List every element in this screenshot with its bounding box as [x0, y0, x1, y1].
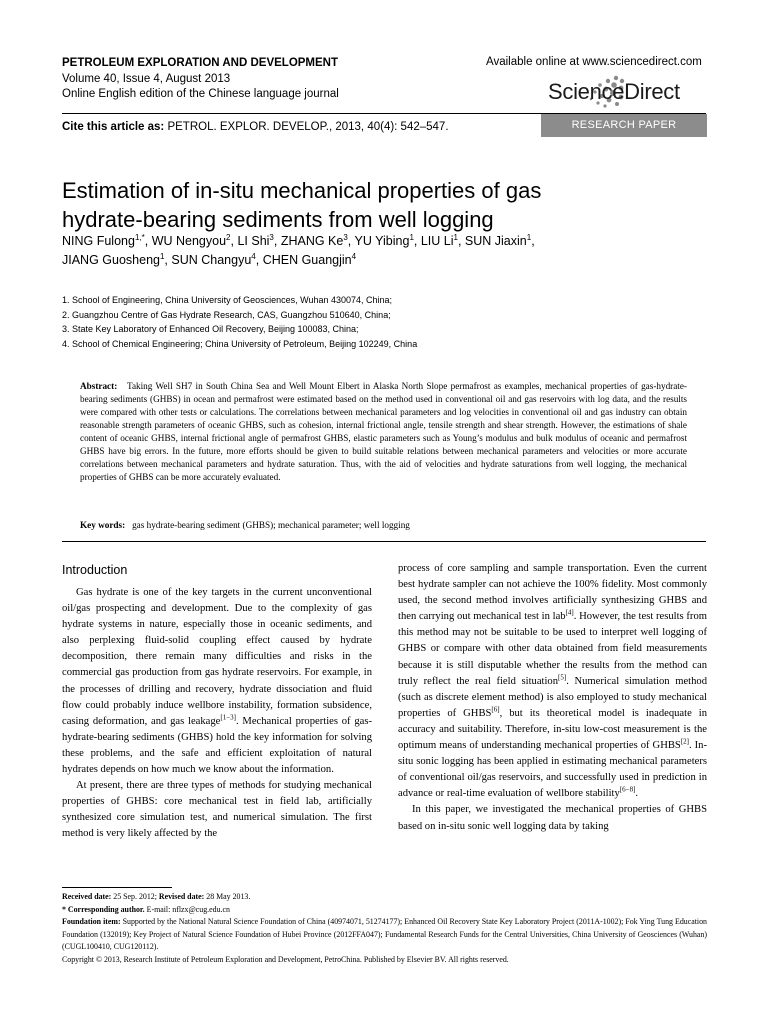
paragraph: [398, 802, 707, 834]
corresponding-label: * Corresponding author.: [62, 904, 145, 914]
journal-edition: Online English edition of the Chinese language journal: [62, 88, 339, 100]
citation-ref: [4]: [565, 608, 574, 617]
footnote-foundation: [62, 916, 707, 954]
author-affiliation-mark: 3: [343, 233, 348, 242]
author-affiliation-mark: 4: [351, 252, 357, 262]
revised-value: 28 May 2013.: [206, 892, 251, 901]
author-name: JIANG Guosheng: [62, 253, 160, 268]
author-affiliation-mark: 1: [526, 233, 532, 242]
keywords-text: gas hydrate-bearing sediment (GHBS); mechanical parameter; well logging: [132, 520, 410, 530]
paragraph-text: , but its theoretical model is inadequate in accuracy and suitability. Therefore, in-situ low-cost measurement is the optimum means of understanding mechanical properties of GHBS: [398, 707, 707, 752]
paragraph-text: . Mechanical properties of gas-hydrate-bearing sediments (GHBS) hold the key information for solving these problems, and the safe and efficient exploitation of natural hydrates depends on how much we know about the information.: [62, 715, 372, 776]
section-heading-introduction: Introduction: [62, 563, 128, 577]
title-line-1: Estimation of in-situ mechanical properties of gas: [62, 178, 542, 203]
author-affiliation-mark: 1: [453, 233, 458, 242]
research-paper-badge: RESEARCH PAPER: [541, 114, 707, 137]
author-name: LIU Li: [420, 234, 454, 249]
paragraph-text: process of core sampling and sample transportation. Even the current best hydrate sampler can not achieve the 100% fidelity. Most commonly used, the second method involves artificially synthesizing GHBS and then carrying out mechanical test in lab: [398, 563, 707, 623]
author-affiliation-mark: 2: [226, 233, 231, 242]
paragraph: [398, 561, 707, 802]
author-separator: ,: [413, 234, 421, 249]
author-separator: ,: [230, 234, 238, 249]
author-affiliation-mark: 1: [409, 233, 414, 242]
citation-ref: [1−3]: [220, 713, 236, 722]
author-affiliation-mark: 4: [251, 252, 256, 262]
author-name: WU Nengyou: [151, 234, 227, 249]
paragraph-text: Gas hydrate is one of the key targets in the current unconventional oil/gas prospecting and development. Due to the complexity of gas hydrate systems in nature, especially those in oceanic sediments, and also perplexing fluid-solid coupling effect caused by hydrate decomposition, there remain many difficulties and risks in the commercial gas production from gas hydrate reservoirs. For example, in the processes of drilling and recovery, hydrate dissociation and fluid flow could probably induce wellbore instability, formation subsidence, casing deformation, and gas leakage: [62, 587, 372, 727]
revised-label: Revised date:: [158, 892, 205, 901]
body-column-right: [398, 561, 707, 835]
citation-ref: [2]: [680, 737, 689, 746]
affiliation-4: 4. School of Chemical Engineering; China University of Petroleum, Beijing 102249, China: [62, 339, 418, 349]
journal-volume: Volume 40, Issue 4, August 2013: [62, 73, 231, 85]
paragraph-text: At present, there are three types of methods for studying mechanical properties of GHBS: core mechanical test in field lab, artificially synthesized core simulation test, and numerical simulation. The first method is very likely affected by the: [62, 780, 372, 840]
affiliation-1: 1. School of Engineering, China University of Geosciences, Wuhan 430074, China;: [62, 295, 393, 305]
article-title: [62, 176, 682, 234]
author-name: SUN Jiaxin: [464, 234, 527, 249]
footnote-divider: [62, 887, 172, 888]
citation-ref: [6−8]: [619, 785, 636, 794]
abstract-label: Abstract:: [80, 381, 118, 391]
foundation-label: Foundation item:: [62, 917, 121, 926]
cite-label: Cite this article as:: [62, 121, 165, 133]
foundation-value: Supported by the National Natural Science Foundation of China (40974071, 51274177); Enhanced Oil Recovery State Key Laboratory Project (2011A-1002); Fok Ying Tung Education Foundation (132019); Key Project of Natural Science Foundation of Hubei Province (2012FFA047); Fundamental Research Funds for the Central Universities, China University of Geosciences (Wuhan) (CUGL100410, CUG120112).: [62, 917, 707, 951]
received-value: 25 Sep. 2012;: [113, 892, 157, 901]
body-column-left: [62, 585, 372, 843]
affiliation-3: 3. State Key Laboratory of Enhanced Oil Recovery, Beijing 100083, China;: [62, 324, 359, 334]
author-affiliation-mark: 1,*: [134, 233, 145, 242]
author-separator: ,: [255, 253, 263, 268]
keywords-label: Key words:: [80, 520, 126, 530]
author-list: [62, 230, 682, 268]
keywords: [80, 520, 687, 530]
author-affiliation-mark: 1: [159, 252, 165, 262]
author-name: CHEN Guangjin: [262, 253, 352, 268]
citation-ref: [6]: [491, 705, 500, 714]
paragraph-text: . However, the test results from this method may not be suitable to be used to interpret well logging of GHBS or compare with other data obtained from field measurements because it is still disputable whether the results from the method can truly reflect the real field situation: [398, 611, 707, 687]
author-separator: ,: [457, 234, 465, 249]
abstract-text: Taking Well SH7 in South China Sea and Well Mount Elbert in Alaska North Slope permafrost as examples, mechanical properties of gas-hydrate-bearing sediments (GHBS) in ocean and permafrost were estimated based on the method used in conventional oil and gas reservoirs with log data, and the results were compared with other tests or calculations. The correlations between mechanical parameters and log velocities in conventional oil and gas industry can obtain reasonable strength parameters of oceanic GHBS, such as cohesion, internal frictional angle, tensile strength and shear strength. However, the estimations of shale content of oceanic GHBS, internal frictional angle of permafrost GHBS, elastic parameters such as Young’s modulus and bulk modulus of oceanic and permafrost GHBS have big errors. In the future, more efforts should be given to build suitable relations between mechanical parameters and velocities or more accurate correlations between mechanical parameters and hydrate saturation. Thus, with the aid of velocities and hydrate saturations from well logging, the mechanical properties of GHBS can be more accurately evaluated.: [80, 381, 687, 482]
paragraph-text: . In-situ sonic logging has been applied in estimating mechanical parameters of conventional oil/gas reservoirs, and successfully used in prediction in advance or real-time evaluation of wellbore stability: [398, 740, 707, 800]
corresponding-email[interactable]: E-mail: nflzx@cug.edu.cn: [146, 904, 230, 914]
citation-line: [62, 121, 449, 133]
author-name: LI Shi: [237, 234, 270, 249]
title-line-2: hydrate-bearing sediments from well logging: [62, 207, 494, 232]
footnote-copyright: Copyright © 2013, Research Institute of Petroleum Exploration and Development, PetroChina. Published by Elsevier BV. All rights reserved.: [62, 954, 509, 964]
received-label: Received date:: [62, 892, 112, 901]
cite-text: PETROL. EXPLOR. DEVELOP., 2013, 40(4): 542–547.: [167, 121, 449, 133]
paragraph-text: .: [635, 788, 639, 800]
author-separator: ,: [531, 234, 535, 249]
paragraph-text: . Numerical simulation method (such as discrete element method) is also employed to study mechanical properties of GHBS: [398, 675, 707, 719]
paragraph: [62, 778, 372, 842]
author-affiliation-mark: 3: [269, 233, 274, 242]
footnotes: [62, 891, 707, 966]
paragraph-text: In this paper, we investigated the mechanical properties of GHBS based on in-situ sonic well logging data by taking: [398, 804, 707, 832]
abstract: [80, 380, 687, 484]
sciencedirect-available-link[interactable]: Available online at www.sciencedirect.com: [486, 56, 702, 68]
sciencedirect-logo-text: ScienceDirect: [548, 79, 680, 104]
author-line-1: [62, 230, 682, 249]
author-separator: ,: [273, 234, 281, 249]
author-separator: ,: [347, 234, 355, 249]
citation-ref: [5]: [558, 673, 567, 682]
author-line-2: [62, 249, 682, 268]
paragraph: [62, 585, 372, 778]
author-name: NING Fulong: [62, 234, 135, 249]
author-name: SUN Changyu: [171, 253, 252, 268]
author-name: ZHANG Ke: [280, 234, 344, 249]
abstract-divider: [62, 541, 706, 542]
author-separator: ,: [144, 234, 152, 249]
footnote-dates: [62, 891, 707, 904]
footnote-corresponding: [62, 904, 707, 917]
author-separator: ,: [164, 253, 172, 268]
journal-name: PETROLEUM EXPLORATION AND DEVELOPMENT: [62, 57, 339, 69]
author-name: YU Yibing: [354, 234, 410, 249]
affiliation-2: 2. Guangzhou Centre of Gas Hydrate Research, CAS, Guangzhou 510640, China;: [62, 310, 391, 320]
